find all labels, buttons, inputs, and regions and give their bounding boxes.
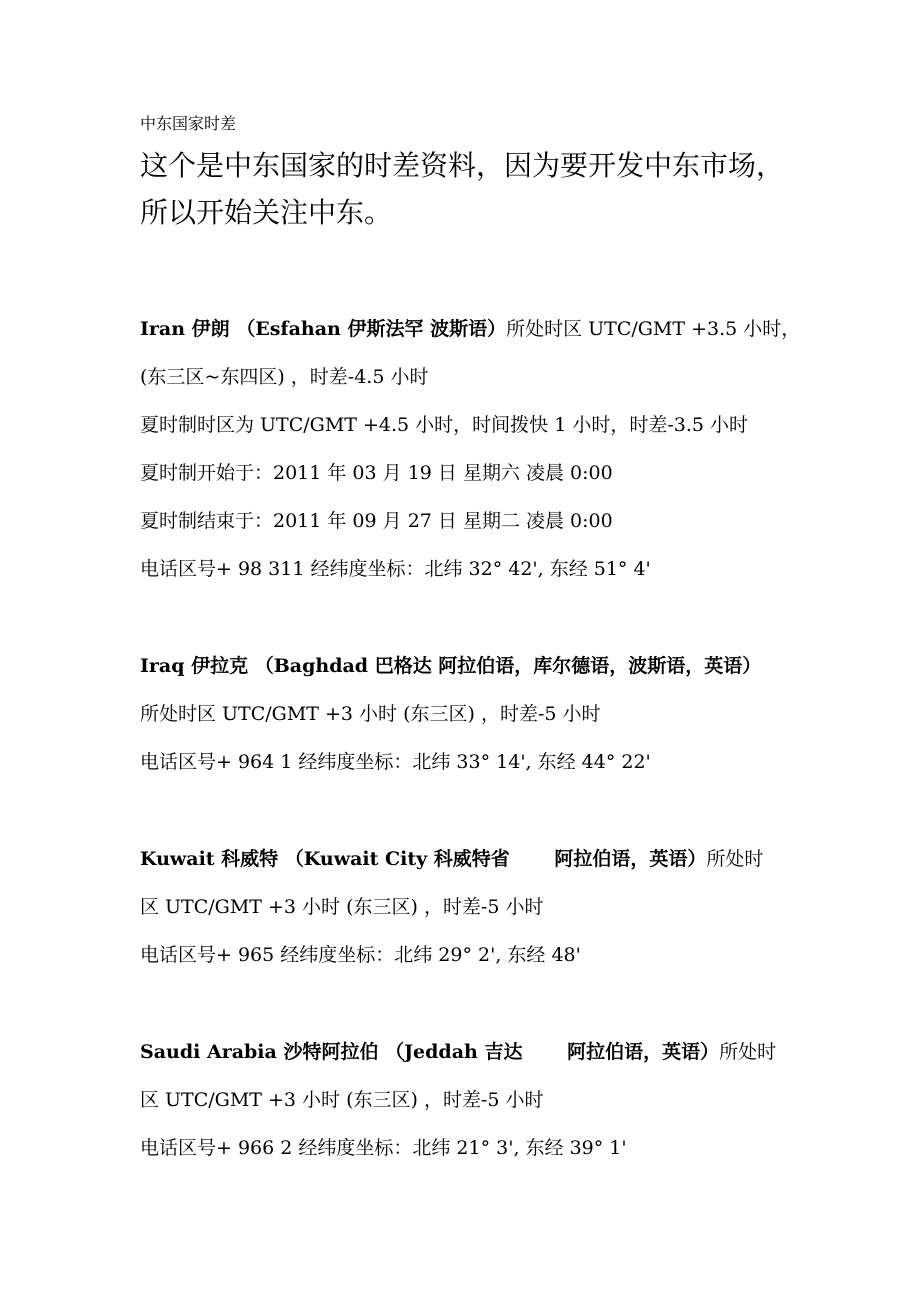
country-heading-iran	[140, 317, 800, 341]
country-heading-bold: Iraq 伊拉克 （Baghdad 巴格达 阿拉伯语，库尔德语，波斯语，英语）	[140, 655, 762, 677]
country-info-line: 所处时区 UTC/GMT +3 小时 (东三区) ，时差-5 小时	[140, 703, 601, 725]
country-heading-kuwait	[140, 847, 763, 871]
document-title: 中东国家时差	[140, 114, 237, 133]
country-info-line: 电话区号+ 964 1 经纬度坐标：北纬 33° 14', 东经 44° 22'	[140, 751, 651, 773]
country-heading-saudi-arabia	[140, 1040, 776, 1064]
country-info-line: 电话区号+ 965 经纬度坐标：北纬 29° 2', 东经 48'	[140, 944, 581, 966]
country-heading-iraq	[140, 654, 761, 678]
country-info-line: 夏时制开始于：2011 年 03 月 19 日 星期六 凌晨 0:00	[140, 462, 613, 484]
country-info-line: 区 UTC/GMT +3 小时 (东三区) ，时差-5 小时	[140, 1089, 544, 1111]
country-info-line: 电话区号+ 966 2 经纬度坐标：北纬 21° 3', 东经 39° 1'	[140, 1137, 627, 1159]
intro-paragraph	[140, 142, 840, 236]
country-heading-rest: 所处时区 UTC/GMT +3.5 小时，	[506, 318, 801, 340]
country-heading-rest: 所处时	[719, 1041, 777, 1063]
country-info-line: 夏时制结束于：2011 年 09 月 27 日 星期二 凌晨 0:00	[140, 510, 613, 532]
intro-line: 这个是中东国家的时差资料，因为要开发中东市场，	[140, 149, 785, 182]
country-info-line: 电话区号+ 98 311 经纬度坐标：北纬 32° 42', 东经 51° 4'	[140, 558, 651, 580]
intro-line: 所以开始关注中东。	[140, 196, 393, 229]
country-info-line: (东三区~东四区) ，时差-4.5 小时	[140, 366, 429, 388]
country-heading-bold: Kuwait 科威特 （Kuwait City 科威特省 阿拉伯语，英语）	[140, 848, 707, 870]
country-heading-bold: Saudi Arabia 沙特阿拉伯 （Jeddah 吉达 阿拉伯语，英语）	[140, 1041, 720, 1063]
country-heading-bold: Iran 伊朗 （Esfahan 伊斯法罕 波斯语）	[140, 318, 507, 340]
country-info-line: 区 UTC/GMT +3 小时 (东三区) ，时差-5 小时	[140, 896, 544, 918]
country-heading-rest: 所处时	[706, 848, 764, 870]
country-info-line: 夏时制时区为 UTC/GMT +4.5 小时，时间拨快 1 小时，时差-3.5 小时	[140, 414, 749, 436]
